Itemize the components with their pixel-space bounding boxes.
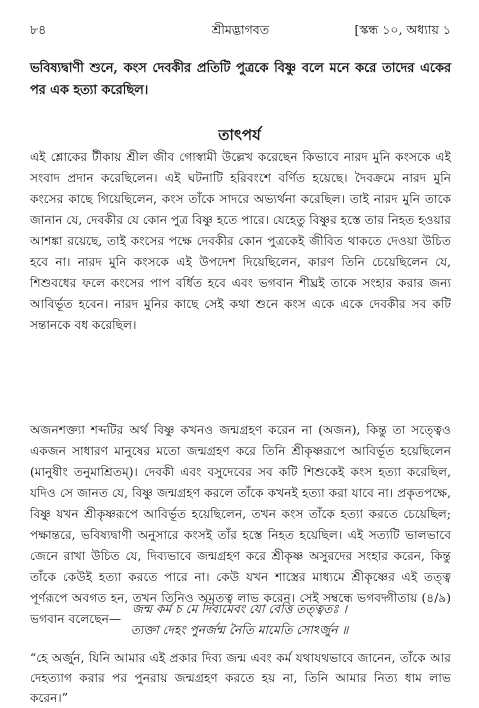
page-header <box>30 22 451 42</box>
section-reference: [স্কন্ধ ১০, অধ্যায় ১ <box>354 22 451 37</box>
purport-paragraph-2: অজনশক্ত্যা শব্দটির অর্থ বিষ্ণু কখনও জন্মগ্রহণ করেন না (অজন), কিন্তু তা সত্ত্বেও একজন সাধারণ মানুষের মতো জন্মগ্রহণ করে তিনি শ্রীকৃষ্ণরূপে আবির্ভূত হয়েছিলেন (মানুষীং তনুমাশ্রিতম্)। দেবকী এবং বসুদেবের সব কটি শিশুকেই কংস হত্যা করেছিল, যদিও সে জানত যে, বিষ্ণু জন্মগ্রহণ করলে তাঁকে কখনই হত্যা করা যাবে না। প্রকৃতপক্ষে, বিষ্ণু যখন শ্রীকৃষ্ণরূপে আবির্ভূত হয়েছিলেন, তখন কংস তাঁকে হত্যা করতে চেয়েছিল; পক্ষান্তরে, ভবিষ্যদ্বাণী অনুসারে কংসই তাঁর হস্তে নিহত হয়েছিল। এই সত্যটি ভালভাবে জেনে রাখা উচিত যে, দিব্যভাবে জন্মগ্রহণ করে শ্রীকৃষ্ণ অসুরদের সংহার করেন, কিন্তু তাঁকে কেউই হত্যা করতে পারে না। কেউ যখন শাস্ত্রের মাধ্যমে শ্রীকৃষ্ণের এই তত্ত্ব পূর্ণরূপে অবগত হন, তখন তিনিও অমৃতত্ব লাভ করেন। সেই সম্বন্ধে ভগবদ্গীতায় (৪/৯) ভগবান বলেছেন— <box>30 423 451 626</box>
verse-quote-translation: “হে অর্জুন, যিনি আমার এই প্রকার দিব্য জন্ম এবং কর্ম যথাযথভাবে জানেন, তাঁকে আর দেহত্যাগ করার পর পুনরায় জন্মগ্রহণ করতে হয় না, তিনি আমার নিত্য ধাম লাভ করেন।” <box>30 651 451 705</box>
book-title: শ্রীমদ্ভাগবত <box>211 22 270 37</box>
purport-heading: তাৎপর্য <box>218 126 261 144</box>
verse-translation: ভবিষ্যদ্বাণী শুনে, কংস দেবকীর প্রতিটি পুত্রকে বিষ্ণু বলে মনে করে তাদের একের পর এক হত্যা করেছিল। <box>30 61 451 98</box>
gita-verse-line-1: জন্ম কর্ম চ মে দিব্যমেবং যো বেত্তি তত্ত্বতঃ । <box>132 602 347 616</box>
page-number: ৮৪ <box>30 22 47 37</box>
purport-paragraph-1: এই শ্লোকের টীকায় শ্রীল জীব গোস্বামী উল্লেখ করেছেন কিভাবে নারদ মুনি কংসকে এই সংবাদ প্রদান করেছিলেন। এই ঘটনাটি হরিবংশে বর্ণিত হয়েছে। দৈবক্রমে নারদ মুনি কংসের কাছে গিয়েছিলেন, কংস তাঁকে সাদরে অভ্যর্থনা করেছিল। তাই নারদ মুনি তাকে জানান যে, দেবকীর যে কোন পুত্র বিষ্ণু হতে পারে। যেহেতু বিষ্ণুর হস্তে তার নিহত হওয়ার আশঙ্কা রয়েছে, তাই কংসের পক্ষে দেবকীর কোন পুত্রকেই জীবিত থাকতে দেওয়া উচিত হবে না। নারদ মুনি কংসকে এই উপদেশ দিয়েছিলেন, কারণ তিনি চেয়েছিলেন যে, শিশুবধের ফলে কংসের পাপ বর্ধিত হবে এবং ভগবান শীঘ্রই তাকে সংহার করার জন্য আবির্ভূত হবেন। নারদ মুনির কাছে সেই কথা শুনে কংস একে একে দেবকীর সব কটি সন্তানকে বধ করেছিল। <box>30 150 451 332</box>
gita-verse-line-2: ত্যক্তা দেহং পুনর্জন্ম নৈতি মামেতি সোঽর্জুন ॥ <box>130 623 349 637</box>
